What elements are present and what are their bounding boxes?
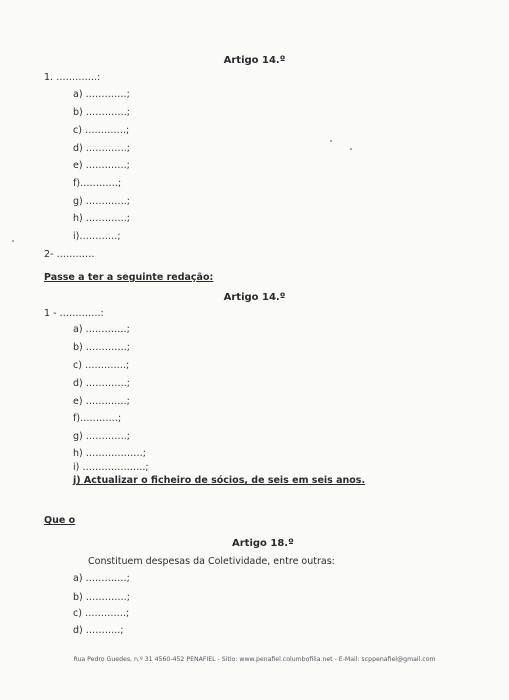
que-o-heading: Que o xyxy=(44,515,76,526)
article-18-heading: Artigo 18.º xyxy=(232,538,294,549)
article-14-sub-i: i)…………; xyxy=(73,231,121,242)
article-18-sub-b: b) ………….; xyxy=(73,592,130,603)
article-14-new-sub-j-text: Actualizar o ficheiro de sócios, de seis em seis anos. xyxy=(83,475,366,486)
scan-speck xyxy=(12,240,14,242)
article-14-sub-g: g) ………….; xyxy=(73,196,130,207)
article-14-new-sub-d: d) ………….; xyxy=(73,378,130,389)
scan-speck xyxy=(330,140,332,142)
article-14-new-sub-a: a) ………….; xyxy=(73,324,130,335)
article-14-new-sub-j xyxy=(73,475,365,487)
instruction-heading: Passe a ter a seguinte redação: xyxy=(44,272,214,283)
article-14-new-heading: Artigo 14.º xyxy=(223,292,286,303)
article-14-heading: Artigo 14.º xyxy=(223,55,286,66)
article-18-sub-a: a) ………….; xyxy=(73,573,130,584)
article-14-new-sub-c: c) ………….; xyxy=(73,360,130,371)
article-14-new-sub-f: f)…………; xyxy=(73,413,122,424)
article-14-item-1: 1. ………….: xyxy=(44,72,101,83)
article-14-sub-c: c) ………….; xyxy=(73,125,130,136)
article-14-new-sub-j-letter: j) xyxy=(73,475,81,486)
article-14-new-sub-b: b) ………….; xyxy=(73,342,130,353)
article-18-intro: Constituem despesas da Coletividade, entre outras: xyxy=(88,556,335,567)
article-14-item-2: 2- ………… xyxy=(44,249,95,260)
article-14-sub-h: h) ………….; xyxy=(73,213,130,224)
page-footer: Rua Pedro Guedes, n.º 31 4560-452 PENAFIEL - Sitio: www.penafiel.columbofilia.net - E-Mail: scppenafiel@gmail.com xyxy=(73,656,436,663)
article-14-sub-b: b) ………….; xyxy=(73,107,130,118)
article-14-new-sub-h: h) ………………; xyxy=(73,448,146,459)
article-14-sub-a: a) ………….; xyxy=(73,89,130,100)
article-14-new-sub-g: g) ………….; xyxy=(73,431,130,442)
article-18-sub-d: d) ………..; xyxy=(73,625,124,636)
article-14-sub-d: d) ………….; xyxy=(73,143,130,154)
scan-speck xyxy=(350,148,352,150)
article-14-new-item-1: 1 - ………….: xyxy=(44,308,104,319)
article-14-new-sub-i: i) ………………..; xyxy=(73,462,149,473)
article-14-sub-e: e) ………….; xyxy=(73,160,130,171)
article-14-new-sub-e: e) ………….; xyxy=(73,396,130,407)
article-14-sub-f: f)…………; xyxy=(73,178,122,189)
article-18-sub-c: c) ………….; xyxy=(73,608,130,619)
